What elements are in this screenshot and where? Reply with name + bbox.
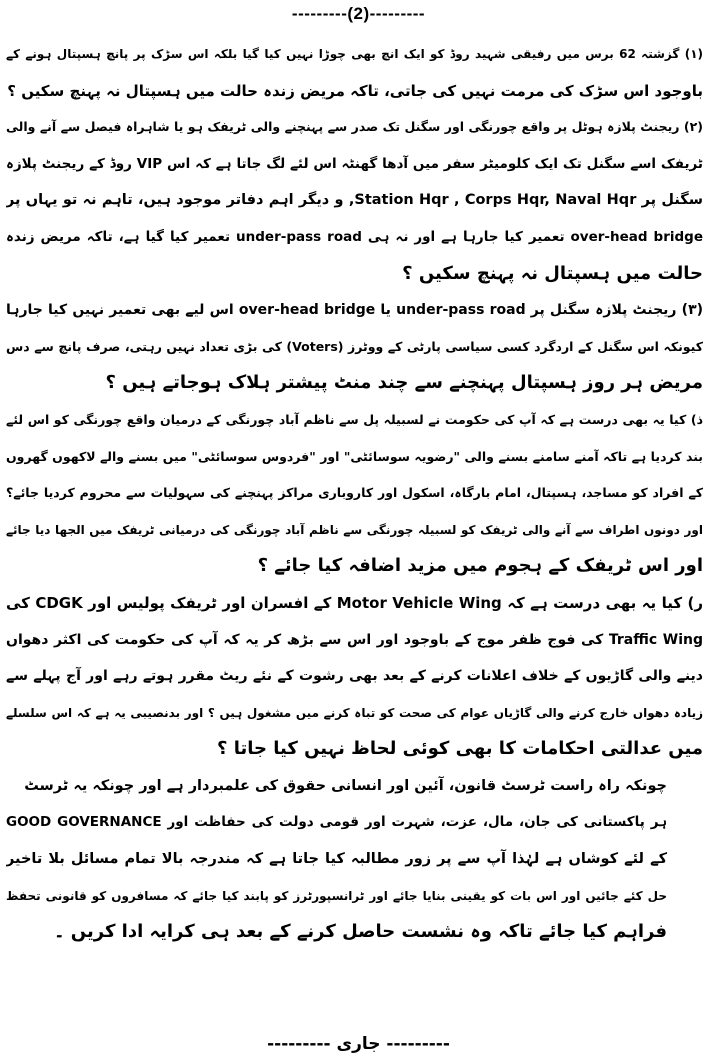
text-line: بند کردیا ہے تاکہ آمنے سامنے بسنے والی "رضویہ سوسائٹی" اور "فردوس سوسائٹی" میں بسنے والے لاکھوں گھروں xyxy=(6,448,703,464)
text-line: حل کئے جائیں اور اس بات کو یقینی بنایا جائے اور ٹرانسپورٹرز کو پابند کیا جائے کہ مسافروں کو قانونی تحفظ xyxy=(6,888,667,903)
text-line: ہر پاکستانی کی جان، مال، عزت، شہرت اور قومی دولت کی حفاظت اور GOOD GOVERNANCE xyxy=(6,814,668,831)
text-line: (۲) ریجنٹ پلازہ ہوٹل پر واقع چورنگی اور سگنل تک صدر سے پہنچنے والی ٹریفک ہو یا شاہراہ فیصل سے آنے والی xyxy=(6,119,703,135)
text-line: (۱) گزشتہ 62 برس میں رفیقی شہید روڈ کو ایک انچ بھی چوڑا نہیں کیا گیا بلکہ اس سڑک پر پانچ ہسپتال ہونے کے xyxy=(6,47,703,61)
text-line: حالت میں ہسپتال نہ پہنچ سکیں ؟ xyxy=(402,262,703,284)
letter-body xyxy=(6,36,703,951)
text-line: مریض ہر روز ہسپتال پہنچنے سے چند منٹ پیشتر ہلاک ہوجاتے ہیں ؟ xyxy=(105,372,703,394)
text-line: باوجود اس سڑک کی مرمت نہیں کی جاتی، تاکہ مریض زندہ حالت میں ہسپتال نہ پہنچ سکیں ؟ xyxy=(7,81,703,100)
paragraph-1 xyxy=(6,36,703,109)
paragraph-5 xyxy=(6,585,703,768)
text-line: کیونکہ اس سگنل کے اردگرد کسی سیاسی پارٹی کے ووٹرز (Voters) کی بڑی تعداد نہیں رہتی، صرف پانچ سے دس xyxy=(6,338,703,354)
text-line: سگنل پر Station Hqr , Corps Hqr, Naval Hqr, و دیگر اہم دفاتر موجود ہیں، تاہم نہ تو یہاں پر xyxy=(6,192,703,209)
text-line: فراہم کیا جائے تاکہ وہ نشست حاصل کرنے کے بعد ہی کرایہ ادا کریں ۔ xyxy=(53,921,667,943)
text-line: اور دونوں اطراف سے آنے والی ٹریفک کو لسبیلہ چورنگی سے ناظم آباد چورنگی کی درمیانی ٹریفک میں الجھا دیا جائے xyxy=(6,522,703,537)
text-line: Traffic Wing کی فوج ظفر موج کے باوجود اور اس سے بڑھ کر یہ کہ آپ کی حکومت کی اکثر دھواں xyxy=(6,631,703,648)
paragraph-2 xyxy=(6,109,703,292)
text-line: چونکہ راہ راست ٹرسٹ قانون، آئین اور انسانی حقوق کی علمبردار ہے اور چونکہ یہ ٹرسٹ xyxy=(24,777,667,794)
text-line: کے افراد کو مساجد، ہسپتال، امام بارگاہ، اسکول اور کاروباری مراکز پہنچنے کی سہولیات سے محروم کردیا جائے؟ xyxy=(6,485,703,501)
paragraph-6 xyxy=(6,768,703,951)
text-line: زیادہ دھواں خارج کرنے والی گاڑیاں عوام کی صحت کو تباہ کرنے میں مشغول ہیں ؟ اور بدنصیبی یہ ہے کہ اس سلسلے xyxy=(6,705,703,720)
text-line: over-head bridge تعمیر کیا جارہا ہے اور نہ ہی under-pass road تعمیر کیا گیا ہے، تاکہ مریض زندہ xyxy=(6,228,703,245)
paragraph-4 xyxy=(6,402,703,585)
text-line: ٹریفک اسے سگنل تک ایک کلومیٹر سفر میں آدھا گھنٹہ اس لئے لگ جاتا ہے کہ اس VIP روڈ کے ریجنٹ پلازہ xyxy=(6,155,703,172)
page-number-marker: ---------(2)--------- xyxy=(291,4,426,23)
text-line: ر) کیا یہ بھی درست ہے کہ Motor Vehicle Wing کے افسران اور ٹریفک پولیس اور CDGK کی xyxy=(6,593,703,612)
continuation-marker: --------- جاری --------- xyxy=(267,1034,450,1054)
text-line: اور اس ٹریفک کے ہجوم میں مزید اضافہ کیا جائے ؟ xyxy=(257,555,703,577)
text-line: ذ) کیا یہ بھی درست ہے کہ آپ کی حکومت نے لسبیلہ پل سے ناظم آباد چورنگی کے درمیان واقع چورنگی کو اس لئے xyxy=(6,411,703,427)
paragraph-3 xyxy=(6,292,703,402)
text-line: (۳) ریجنٹ پلازہ سگنل پر under-pass road یا over-head bridge اس لیے بھی تعمیر نہیں کیا جارہا xyxy=(6,302,703,319)
text-line: دینے والی گاڑیوں کے خلاف اعلانات کرنے کے بعد بھی رشوت کے نئے ریٹ مقرر ہوتے رہے اور آج پہلے سے xyxy=(6,668,703,685)
text-line: میں عدالتی احکامات کا بھی کوئی لحاظ نہیں کیا جاتا ؟ xyxy=(217,738,703,760)
text-line: کے لئے کوشاں ہے لہٰذا آپ سے پر زور مطالبہ کیا جاتا ہے کہ مندرجہ بالا تمام مسائل بلا تاخیر xyxy=(6,851,667,868)
